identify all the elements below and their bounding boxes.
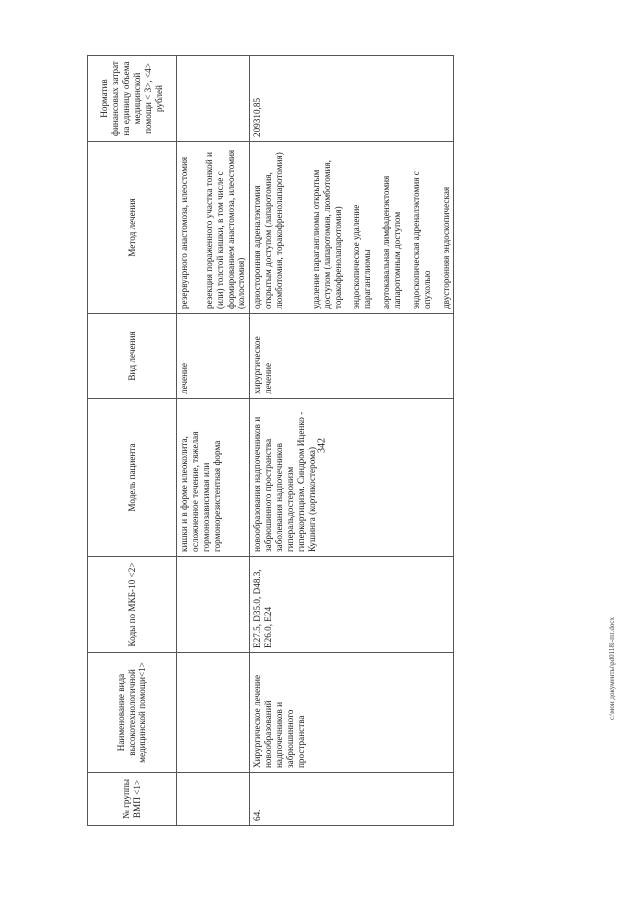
header-name: Наименование вида высокотехнологичной медицинской помощи<1>: [88, 653, 177, 773]
treatment-table: [87, 55, 454, 826]
method-item: резекция пораженного участка тонкой и (или) толстой кишки, в том числе с формированием анастомоза, илеостомия (колостомия): [203, 149, 247, 309]
table-row-continuation: [177, 56, 250, 826]
page-number: 342: [316, 438, 328, 453]
treatment-table-container: [87, 56, 632, 826]
method-item: двусторонняя эндоскопическая: [440, 186, 451, 309]
cell-number: 64.: [250, 773, 454, 826]
cell-cost: 209310,85: [250, 56, 454, 142]
table-header-row: [88, 56, 177, 826]
method-item: удаление параганглиомы открытым доступом (лапаротомия, люмботомия, торакофренолапаротомия): [310, 160, 343, 309]
header-group: № группы ВМП <1>: [88, 773, 177, 826]
method-item: эндоскопическая адреналэктомия с опухолью: [410, 171, 432, 309]
cell-icd: E27.5, D35.0, D48.3, E26.0, E24: [250, 557, 454, 653]
header-model: Модель пациента: [88, 399, 177, 557]
cell-empty: [177, 653, 250, 773]
method-item: эндоскопическое удаление параганглиомы: [351, 204, 373, 309]
cell-name: Хирургическое лечение новообразований надпочечников и забрюшинного пространства: [250, 653, 454, 773]
cell-methods: [177, 142, 250, 314]
cell-model: новообразования надпочечников и забрюшинного пространства заболевания надпочечников гиперальдостеронизм гиперкортицизм. Синдром Иценко - Кушинга (кортикостерома): [250, 399, 454, 557]
method-item: односторонняя адреналэктомия открытым доступом (лапаротомия, люмботомия, торакофренолапаротомия): [252, 152, 285, 309]
method-item: аортокавальная лимфаденэктомия лапаротомным доступом: [381, 175, 403, 309]
header-icd: Коды по МКБ-10 <2>: [88, 557, 177, 653]
header-treatment: Вид лечения: [88, 314, 177, 399]
table-row-64: [250, 56, 454, 826]
cell-treatment: хирургическое лечение: [250, 314, 454, 399]
method-item: резервуарного анастомоза, илеостомия: [179, 156, 189, 309]
cell-methods: [250, 142, 454, 314]
cell-model: кишки и в форме илеоколита, осложненное течение, тяжелая гормонозависимая или гормонорезистентная форма: [177, 399, 250, 557]
cell-empty: [177, 56, 250, 142]
cell-empty: [177, 773, 250, 826]
header-method: Метод лечения: [88, 142, 177, 314]
cell-empty: [177, 557, 250, 653]
cell-treatment: лечение: [177, 314, 250, 399]
header-cost: Норматив финансовых затрат на единицу объема медицинской помощи < 3>, <4> рублей: [88, 56, 177, 142]
